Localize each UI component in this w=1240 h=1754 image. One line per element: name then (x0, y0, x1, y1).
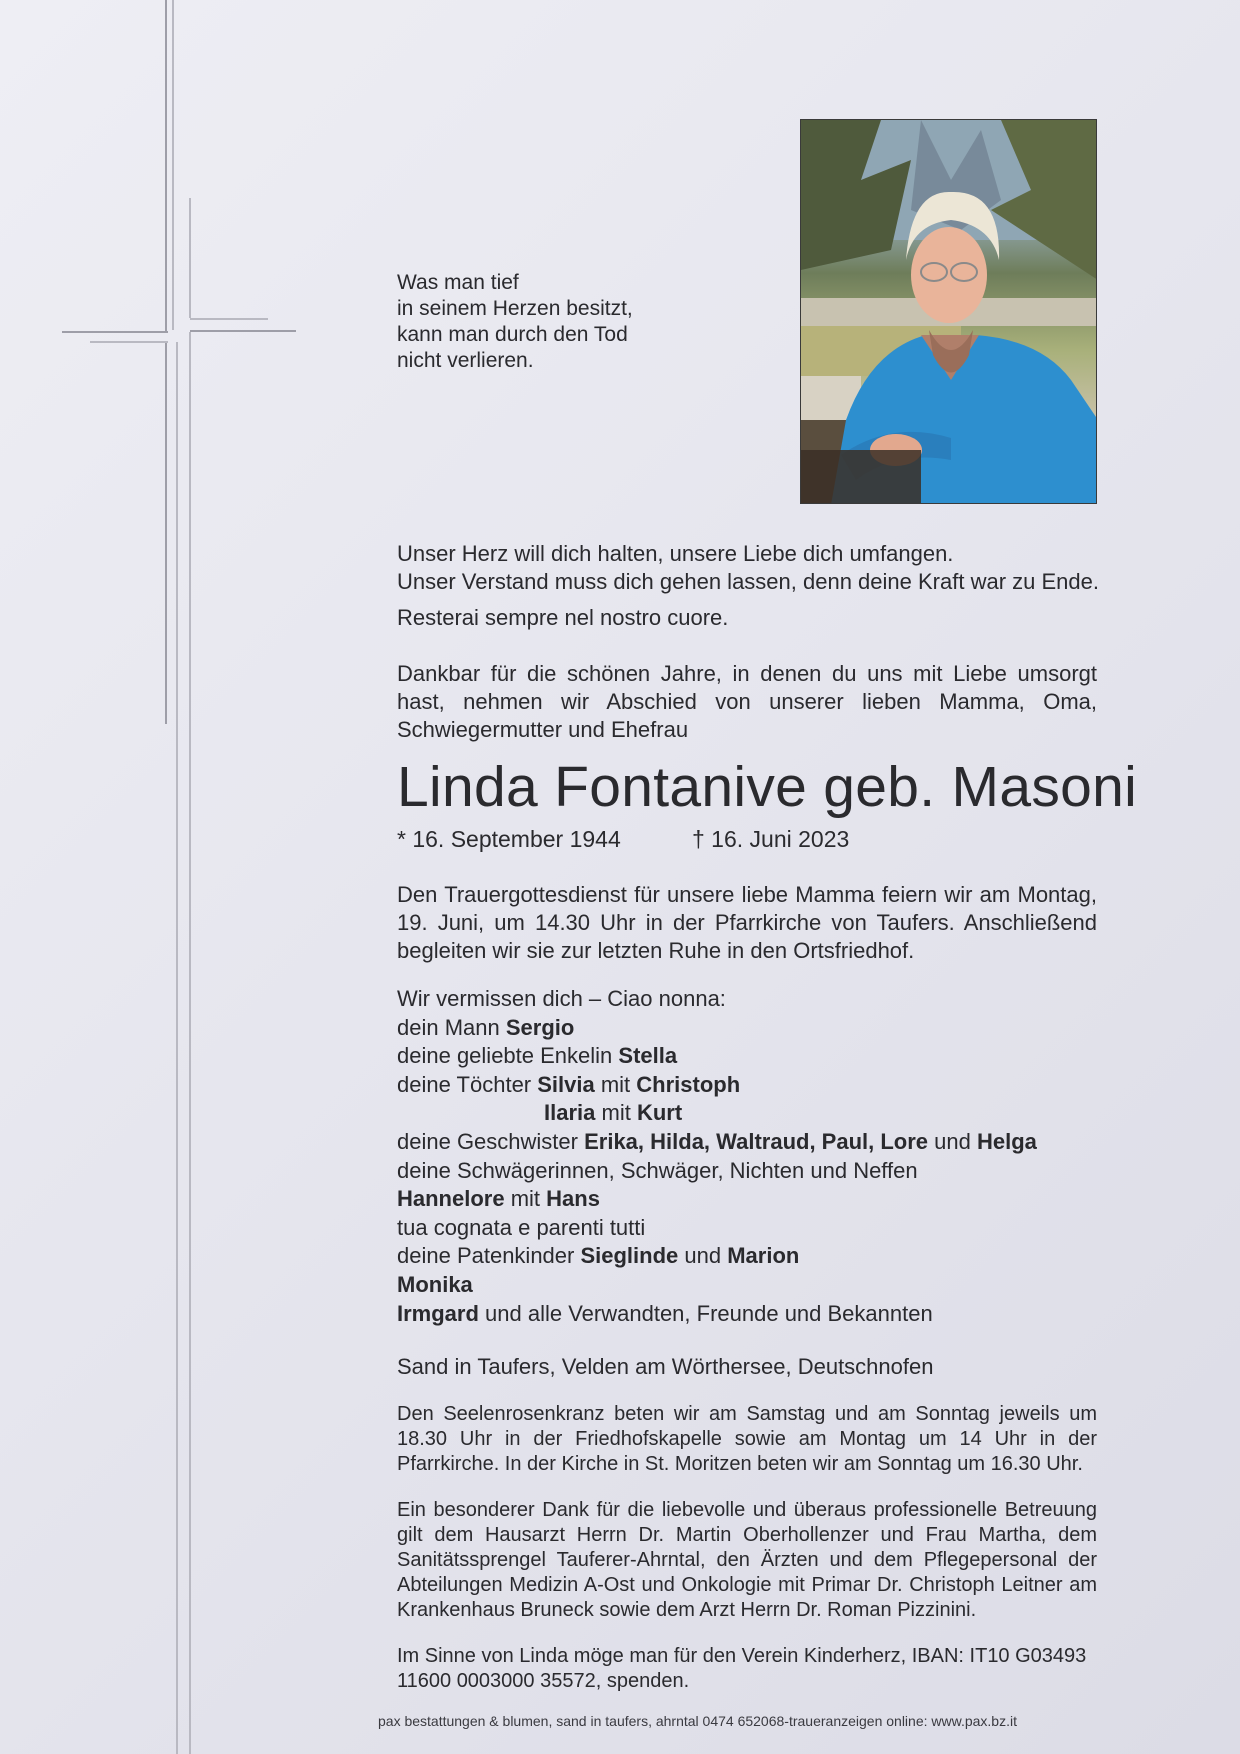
cross-horizontal-line (190, 330, 296, 332)
quote-line: Was man tief (397, 271, 519, 294)
quote-line: nicht verlieren. (397, 349, 534, 372)
list-item: deine Geschwister Erika, Hilda, Waltraud, Paul, Lore und Helga (397, 1128, 1037, 1154)
cross-horizontal-line (90, 341, 168, 343)
list-item: Ilaria mit Kurt (544, 1100, 683, 1126)
quote-line: in seinem Herzen besitzt, (397, 297, 633, 320)
italian-line: Resterai sempre nel nostro cuore. (397, 605, 729, 630)
cross-horizontal-line (62, 331, 168, 333)
list-item: Monika (397, 1271, 473, 1297)
list-item: Hannelore mit Hans (397, 1186, 600, 1212)
places-line: Sand in Taufers, Velden am Wörthersee, Deutschnofen (397, 1354, 934, 1379)
thanks-paragraph: Ein besonderer Dank für die liebevolle und überaus professionelle Betreuung gilt dem Hausarzt Herrn Dr. Martin Oberhollenzer und Frau Martha, dem Sanitätssprengel Tauferer-Ahrntal, den Ärzten und dem Pflegepersonal der Abteilungen Medizin A-Ost und Onkologie mit Primar Dr. Christoph Leitner am Krankenhaus Bruneck sowie dem Arzt Herrn Dr. Roman Pizzinini. (397, 1499, 1097, 1621)
quote-line: kann man durch den Tod (397, 323, 628, 346)
cross-vertical-line (176, 342, 178, 1754)
verse-block (397, 540, 1097, 596)
cross-vertical-line (165, 0, 167, 332)
life-dates (397, 825, 1097, 853)
intro-paragraph: Dankbar für die schönen Jahre, in denen du uns mit Liebe umsorgt hast, nehmen wir Abschied von unserer lieben Mamma, Oma, Schwiegermutter und Ehefrau (397, 661, 1097, 742)
mourners-heading: Wir vermissen dich – Ciao nonna: (397, 986, 726, 1011)
memorial-quote (397, 270, 697, 374)
mourners-list (397, 985, 1097, 1328)
birth-date: * 16. September 1944 (397, 826, 621, 852)
list-item: dein Mann Sergio (397, 1014, 575, 1040)
list-item: deine Schwägerinnen, Schwäger, Nichten und Neffen (397, 1157, 918, 1183)
footer-credits: pax bestattungen & blumen, sand in taufers, ahrntal 0474 652068-traueranzeigen online: www.pax.bz.it (378, 1713, 1017, 1729)
cross-vertical-line (189, 332, 191, 1754)
portrait-illustration (801, 120, 1097, 504)
verse-line: Unser Herz will dich halten, unsere Liebe dich umfangen. (397, 541, 954, 566)
list-item: deine geliebte Enkelin Stella (397, 1043, 678, 1069)
portrait-photo (800, 119, 1097, 504)
verse-line: Unser Verstand muss dich gehen lassen, denn deine Kraft war zu Ende. (397, 569, 1099, 594)
cross-vertical-line (189, 198, 191, 318)
death-date: † 16. Juni 2023 (692, 826, 850, 852)
cross-vertical-line (172, 0, 174, 330)
donation-paragraph: Im Sinne von Linda möge man für den Verein Kinderherz, IBAN: IT10 G03493 11600 0003000 35572, spenden. (397, 1645, 1087, 1692)
list-item: deine Patenkinder Sieglinde und Marion (397, 1243, 800, 1269)
list-item: deine Töchter Silvia mit Christoph (397, 1071, 741, 1097)
cross-vertical-line (165, 342, 167, 724)
deceased-name: Linda Fontanive geb. Masoni (397, 755, 1138, 819)
rosary-paragraph: Den Seelenrosenkranz beten wir am Samstag und am Sonntag jeweils um 18.30 Uhr in der Friedhofskapelle sowie am Montag um 14 Uhr in der Pfarrkirche. In der Kirche in St. Moritzen beten wir am Sonntag um 16.30 Uhr. (397, 1403, 1097, 1475)
funeral-paragraph: Den Trauergottesdienst für unsere liebe Mamma feiern wir am Montag, 19. Juni, um 14.30 Uhr in der Pfarrkirche von Taufers. Anschließend begleiten wir sie zur letzten Ruhe in den Ortsfriedhof. (397, 882, 1097, 963)
list-item: Irmgard und alle Verwandten, Freunde und Bekannten (397, 1300, 933, 1326)
list-item: tua cognata e parenti tutti (397, 1214, 646, 1240)
cross-horizontal-line (190, 318, 268, 320)
